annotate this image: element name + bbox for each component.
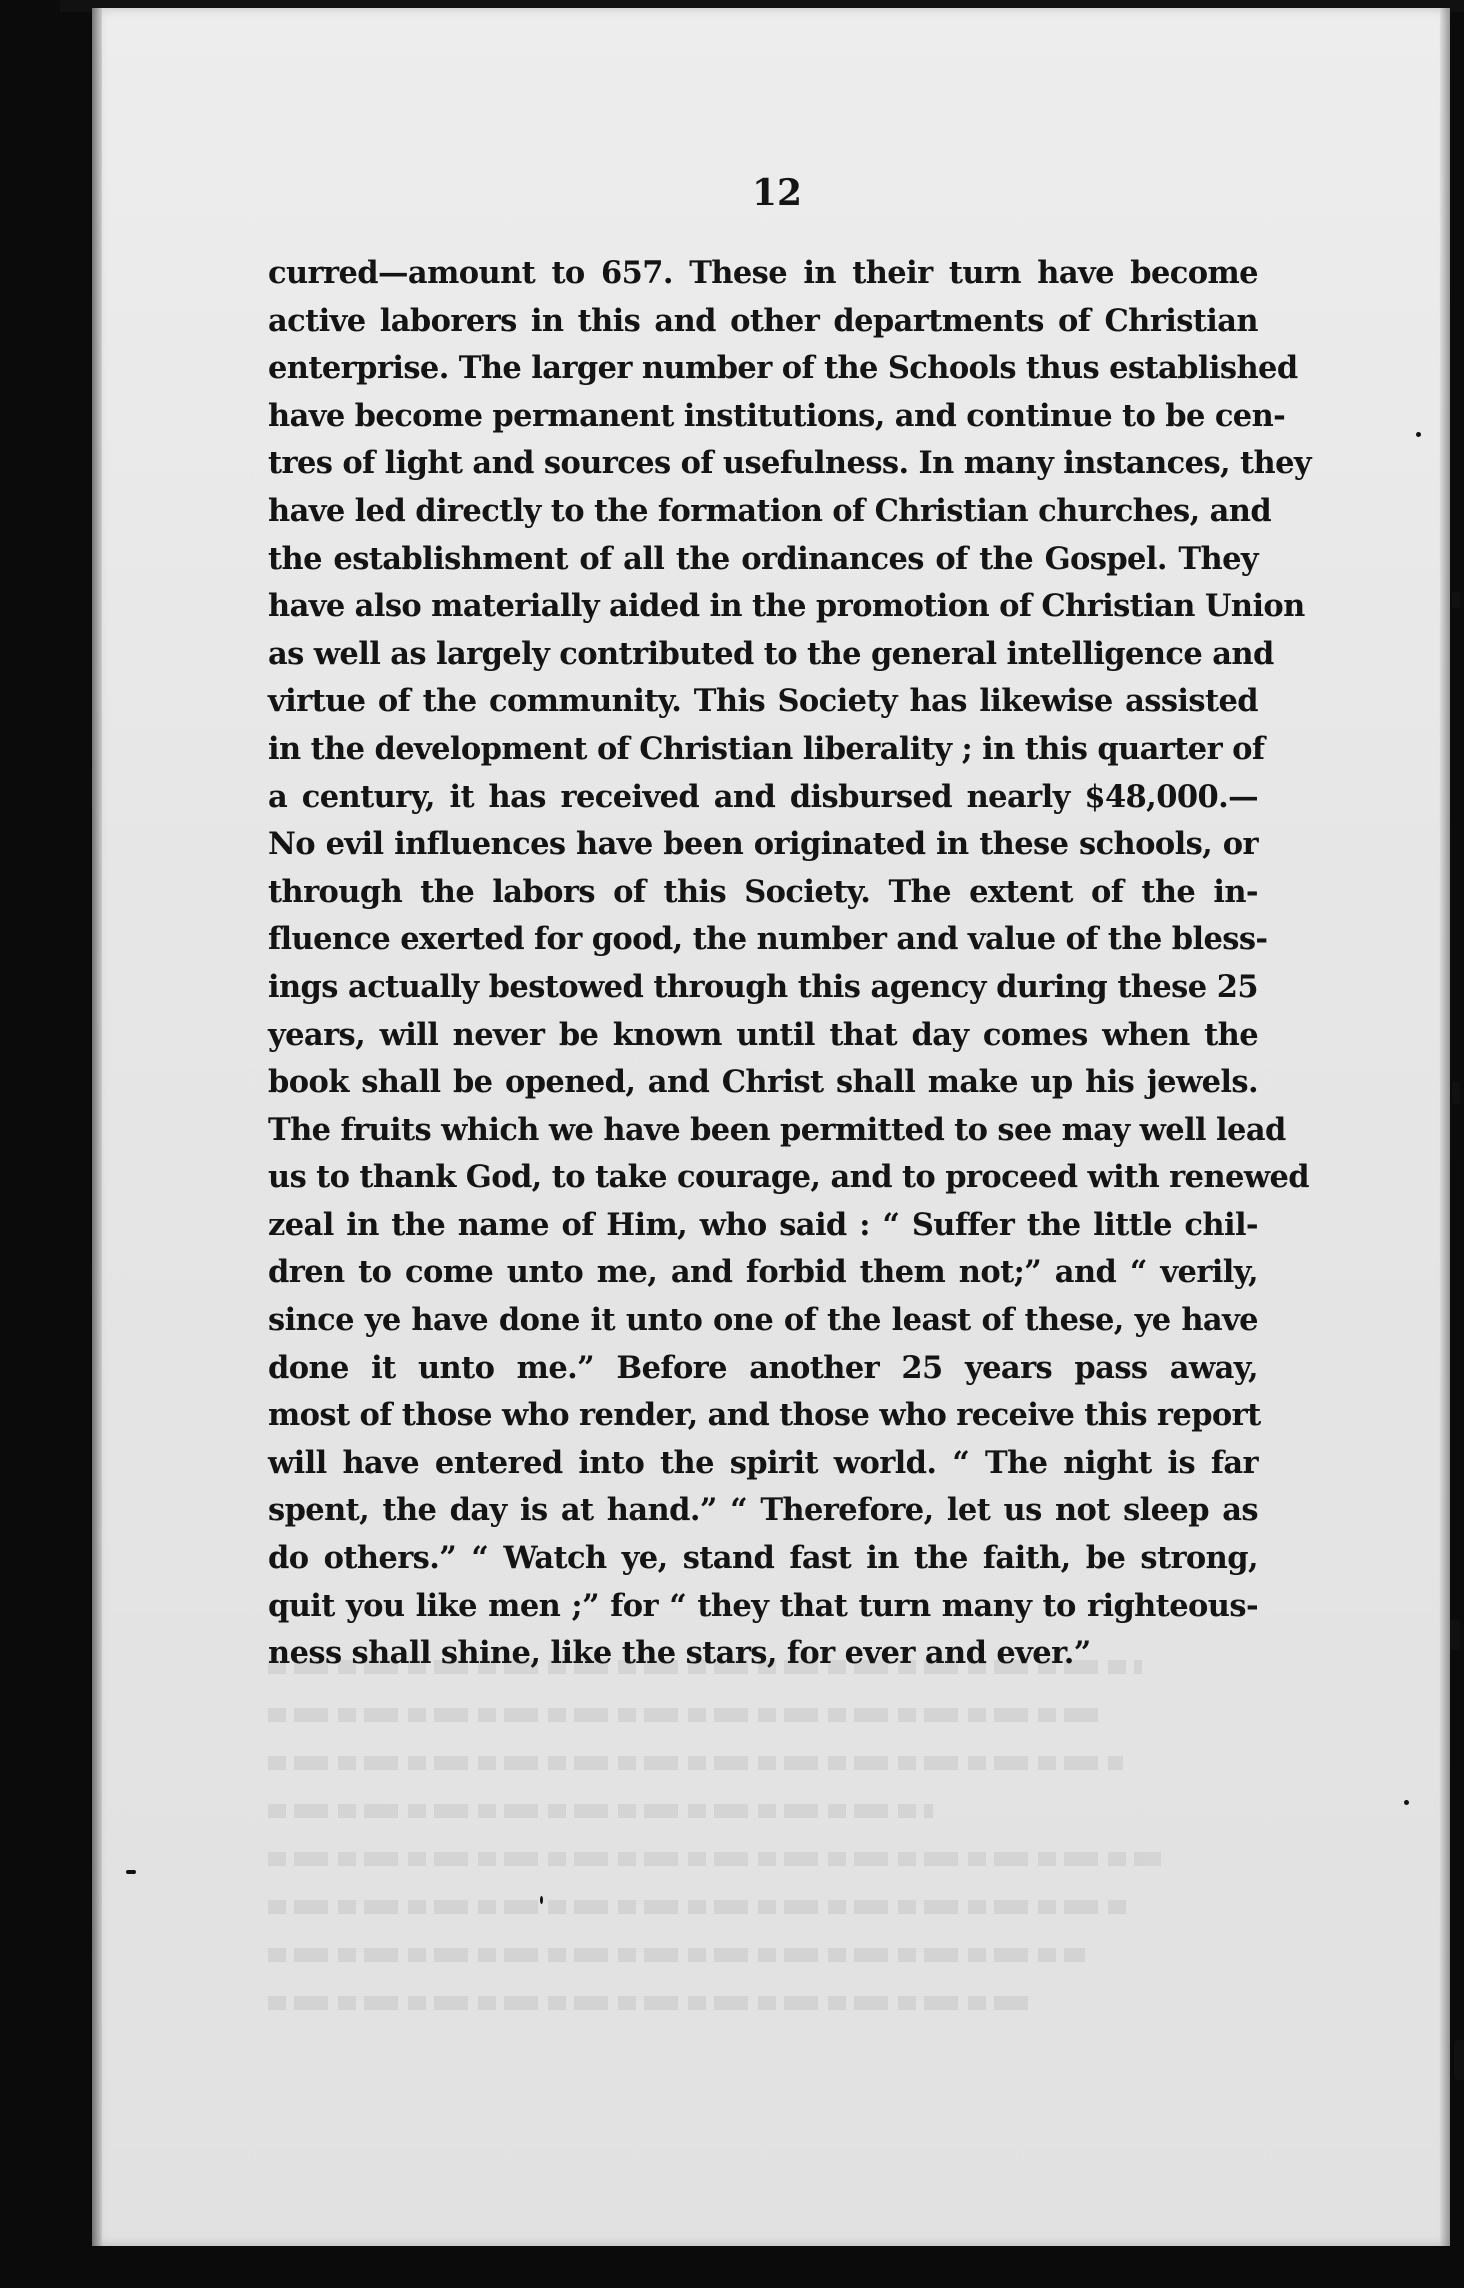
text-line: as well as largely contributed to the general intelligence and: [268, 635, 1274, 672]
text-line: zeal in the name of Him, who said : “ Suffer the little chil-: [268, 1206, 1258, 1243]
text-line: through the labors of this Society. The extent of the in-: [268, 873, 1258, 910]
bleed-through-ghost-text: [268, 1660, 1218, 2120]
text-line: will have entered into the spirit world. “ The night is far: [268, 1444, 1258, 1481]
text-line: have also materially aided in the promotion of Christian Union: [268, 588, 1305, 625]
text-line: have become permanent institutions, and continue to be cen-: [268, 397, 1286, 434]
text-line: book shall be opened, and Christ shall make up his jewels.: [268, 1064, 1258, 1101]
scan-speck: [1416, 432, 1421, 437]
text-line: done it unto me.” Before another 25 years pass away,: [268, 1349, 1258, 1386]
scan-speck: [1452, 1082, 1460, 1104]
text-line: in the development of Christian liberality ; in this quarter of: [268, 730, 1265, 767]
text-line: The fruits which we have been permitted to see may well lead: [268, 1111, 1286, 1148]
text-line: have led directly to the formation of Christian churches, and: [268, 492, 1272, 529]
scan-speck: [1450, 1620, 1460, 1650]
page-left-edge-shadow: [92, 8, 102, 2246]
text-line: dren to come unto me, and forbid them not;” and “ verily,: [268, 1254, 1258, 1291]
scan-speck: [540, 1896, 543, 1904]
text-line: ings actually bestowed through this agency during these 25: [268, 968, 1258, 1005]
text-line: since ye have done it unto one of the least of these, ye have: [268, 1302, 1258, 1339]
text-line: spent, the day is at hand.” “ Therefore, let us not sleep as: [268, 1492, 1258, 1529]
scan-speck: [1454, 2040, 1464, 2080]
text-line: fluence exerted for good, the number and value of the bless-: [268, 921, 1268, 958]
text-line: do others.” “ Watch ye, stand fast in the faith, be strong,: [268, 1540, 1258, 1577]
page-right-edge-shadow: [1440, 8, 1450, 2246]
body-paragraph: [268, 250, 1312, 1678]
text-line: ness shall shine, like the stars, for ever and ever.”: [268, 1635, 1091, 1672]
text-line: the establishment of all the ordinances of the Gospel. They: [268, 540, 1258, 577]
scan-speck: [1452, 592, 1460, 608]
text-line: virtue of the community. This Society has likewise assisted: [268, 683, 1258, 720]
text-line: No evil influences have been originated in these schools, or: [268, 826, 1258, 863]
text-line: years, will never be known until that day comes when the: [268, 1016, 1258, 1053]
page-number: 12: [752, 172, 803, 214]
scan-speck: [1404, 1800, 1409, 1805]
scan-bottom-border: [0, 2246, 1464, 2288]
text-line: quit you like men ;” for “ they that turn many to righteous-: [268, 1587, 1258, 1624]
text-line: most of those who render, and those who receive this report: [268, 1397, 1261, 1434]
text-line: active laborers in this and other departments of Christian: [268, 302, 1258, 339]
text-line: tres of light and sources of usefulness. In many instances, they: [268, 445, 1312, 482]
text-line: enterprise. The larger number of the Schools thus established: [268, 350, 1298, 387]
text-line: us to thank God, to take courage, and to proceed with renewed: [268, 1159, 1310, 1196]
text-line: curred—amount to 657. These in their turn have become: [268, 255, 1258, 291]
text-line: a century, it has received and disbursed nearly $48,000.—: [268, 778, 1258, 815]
scan-speck: [126, 1870, 136, 1874]
